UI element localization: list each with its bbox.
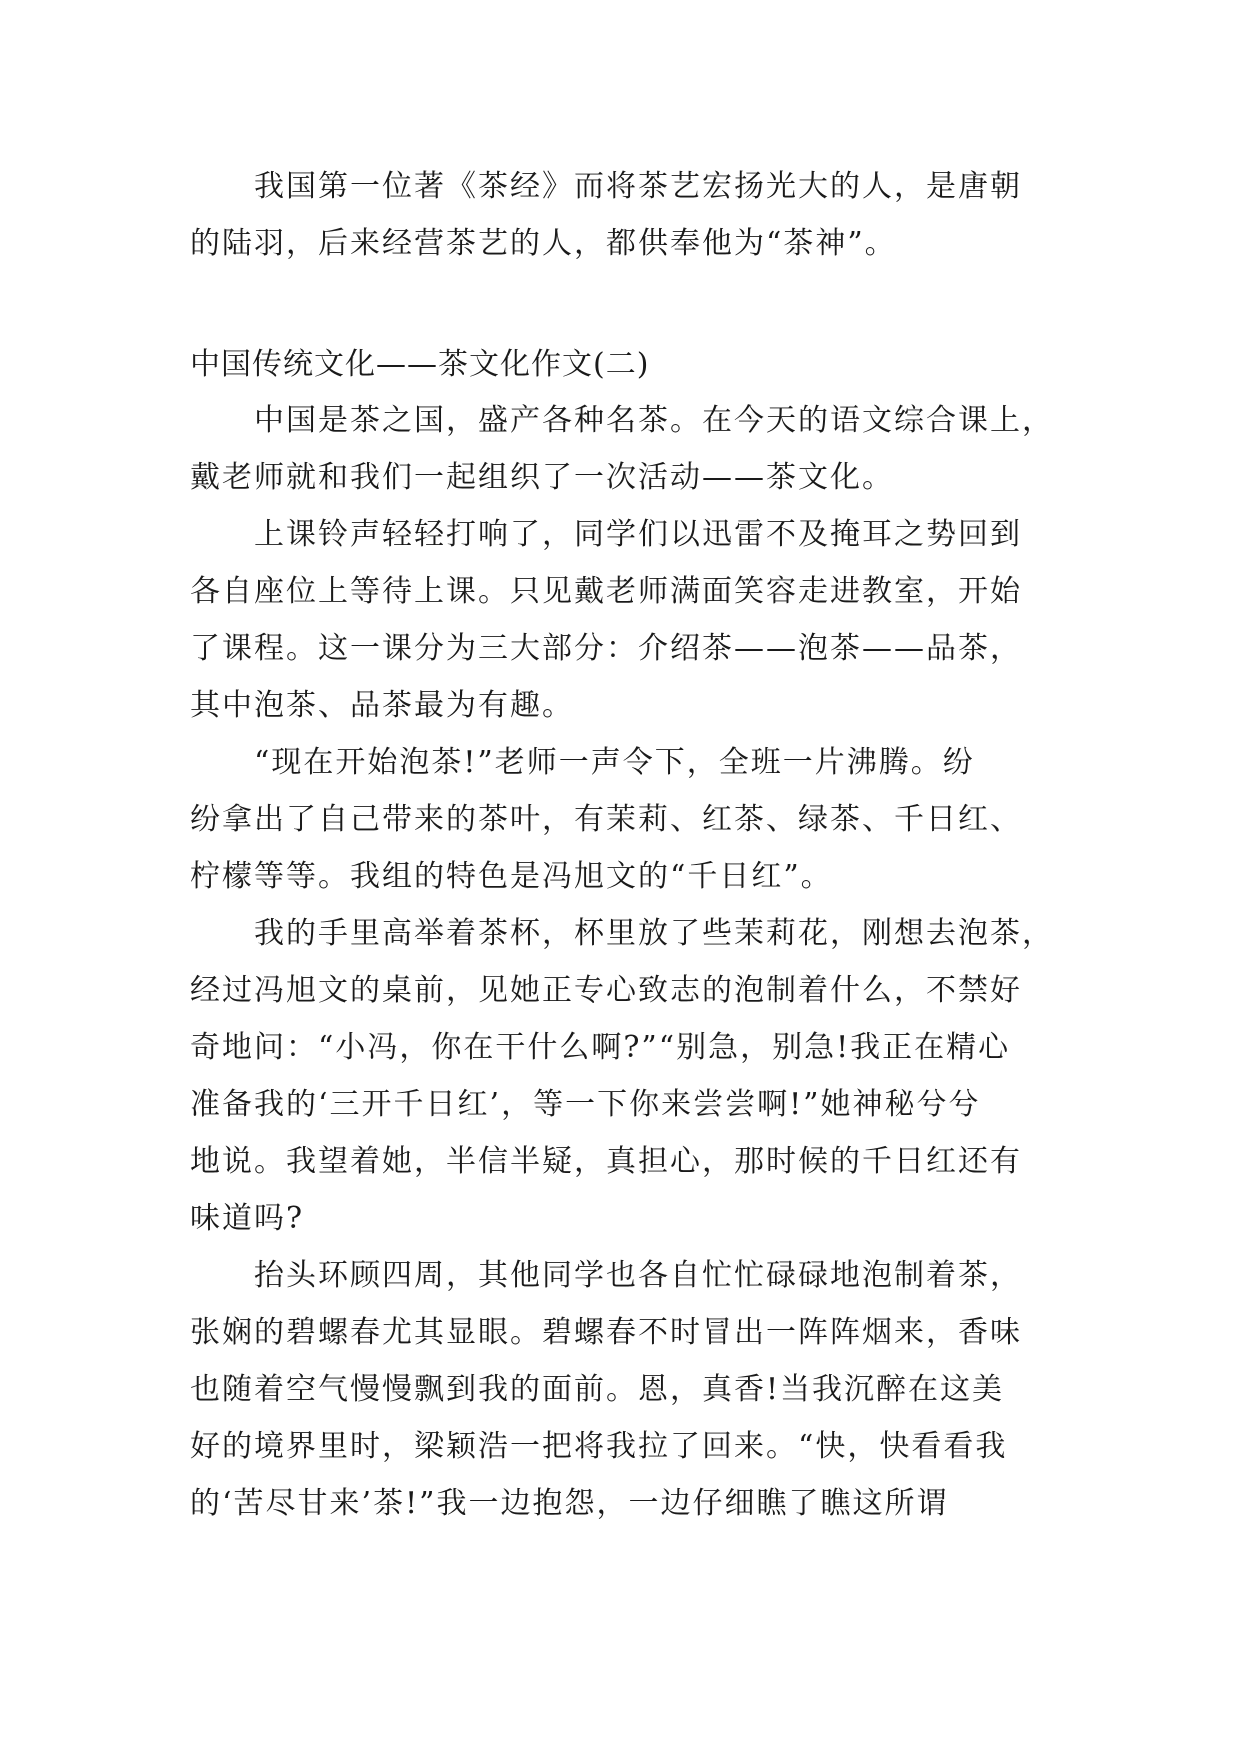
essay-body xyxy=(190,392,1054,1532)
paragraph-line: 的陆羽，后来经营茶艺的人，都供奉他为“茶神”。 xyxy=(190,226,897,261)
paragraph-line: 各自座位上等待上课。只见戴老师满面笑容走进教室，开始 xyxy=(190,574,1022,609)
paragraph-line: 也随着空气慢慢飘到我的面前。恩，真香!当我沉醉在这美 xyxy=(190,1372,1005,1407)
paragraph-line: 好的境界里时，梁颖浩一把将我拉了回来。“快，快看看我 xyxy=(190,1429,1008,1464)
paragraph-line: 戴老师就和我们一起组织了一次活动——茶文化。 xyxy=(190,460,894,495)
paragraph-line: 柠檬等等。我组的特色是冯旭文的“千日红”。 xyxy=(190,859,833,894)
paragraph-line: 张娴的碧螺春尤其显眼。碧螺春不时冒出一阵阵烟来，香味 xyxy=(190,1315,1022,1350)
paragraph-line: “现在开始泡茶!”老师一声令下，全班一片沸腾。纷 xyxy=(190,745,975,780)
paragraph-line: 上课铃声轻轻打响了，同学们以迅雷不及掩耳之势回到 xyxy=(190,517,1022,552)
intro-paragraph xyxy=(190,158,1050,272)
paragraph-line: 准备我的‘三开千日红’，等一下你来尝尝啊!”她神秘兮兮 xyxy=(190,1087,981,1122)
paragraph-line: 奇地问：“小冯，你在干什么啊?”“别急，别急!我正在精心 xyxy=(190,1030,1011,1065)
paragraph-line: 我的手里高举着茶杯，杯里放了些茉莉花，刚想去泡茶， xyxy=(190,916,1054,951)
paragraph-line: 纷拿出了自己带来的茶叶，有茉莉、红茶、绿茶、千日红、 xyxy=(190,802,1022,837)
paragraph-line: 中国是茶之国，盛产各种名茶。在今天的语文综合课上， xyxy=(190,403,1054,438)
paragraph-line: 的‘苦尽甘来’茶!”我一边抱怨，一边仔细瞧了瞧这所谓 xyxy=(190,1486,949,1521)
paragraph-line: 抬头环顾四周，其他同学也各自忙忙碌碌地泡制着茶， xyxy=(190,1258,1022,1293)
paragraph-line: 味道吗? xyxy=(190,1201,305,1236)
paragraph-line: 其中泡茶、品茶最为有趣。 xyxy=(190,688,574,723)
paragraph-line: 地说。我望着她，半信半疑，真担心，那时候的千日红还有 xyxy=(190,1144,1022,1179)
paragraph-line: 经过冯旭文的桌前，见她正专心致志的泡制着什么，不禁好 xyxy=(190,973,1022,1008)
paragraph-line: 我国第一位著《茶经》而将茶艺宏扬光大的人，是唐朝 xyxy=(190,169,1022,204)
paragraph-line: 了课程。这一课分为三大部分：介绍茶——泡茶——品茶， xyxy=(190,631,1022,666)
section-title: 中国传统文化——茶文化作文(二) xyxy=(190,347,650,382)
